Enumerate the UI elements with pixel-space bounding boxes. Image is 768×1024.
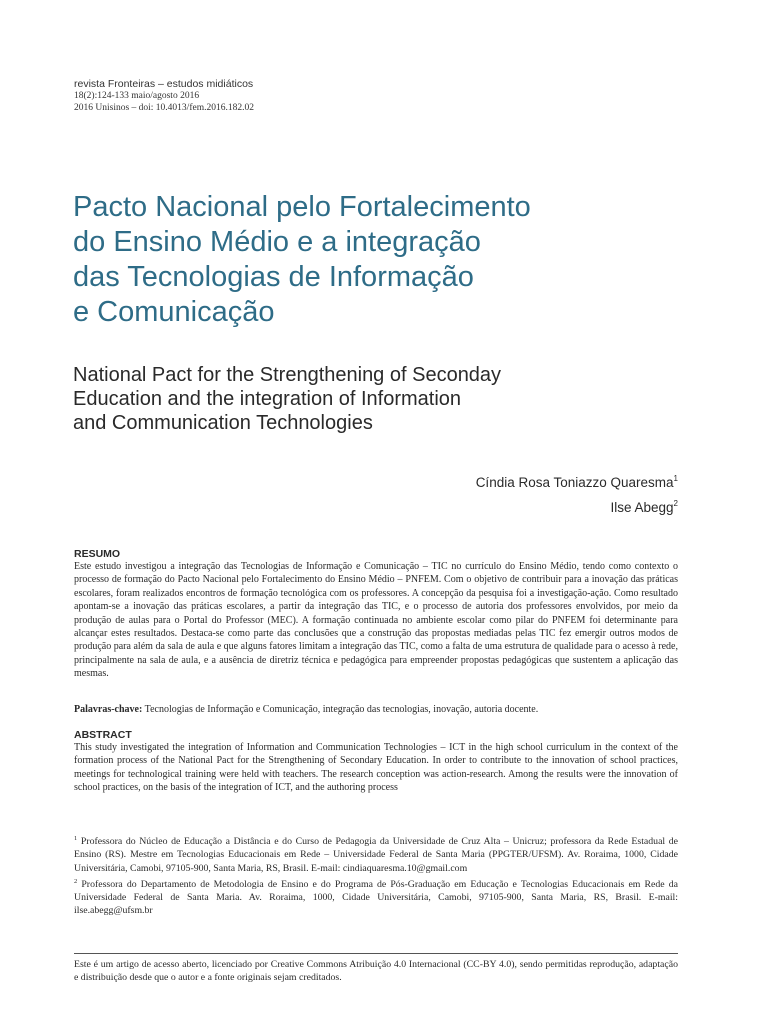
issue-info: 18(2):124-133 maio/agosto 2016 (74, 91, 200, 101)
title-pt-line-1: Pacto Nacional pelo Fortalecimento (73, 191, 531, 223)
author-name: Cíndia Rosa Toniazzo Quaresma (475, 475, 674, 490)
author-list (476, 468, 678, 518)
footnotes (74, 832, 678, 918)
license-text: Este é um artigo de acesso aberto, licenciado por Creative Commons Atribuição 4.0 Internacional (CC-BY 4.0), sendo permitidas reprodução, adaptação e distribuição desde que o autor e a fonte originais sejam creditados. (74, 959, 678, 984)
resumo-section (74, 548, 678, 681)
abstract-section (74, 729, 678, 795)
title-english (73, 363, 633, 435)
title-en-line-3: and Communication Technologies (73, 412, 373, 434)
footnote-text: Professora do Departamento de Metodologia de Ensino e do Programa de Pós-Graduação em Educação e Tecnologias Educacionais em Rede da Universidade Federal de Santa Maria. Av. Roraima, 1000, Cidade Universitária, Camobi, 97105-900, Santa Maria, RS, Brasil. E-mail: ilse.abegg@ufsm.br (74, 878, 678, 917)
abstract-text: This study investigated the integration of Information and Communication Technologies – ICT in the high school curriculum in the context of the formation process of the National Pact for the Strengthening of Secondary Education. In order to contribute to the innovation of school practices, meetings for technological training were held with teachers. The research conception was action-research. Among the results were the innovation of school practices, on the basis of the integration of ICT, and the authoring process (74, 742, 678, 794)
doi-info: 2016 Unisinos – doi: 10.4013/fem.2016.182.02 (74, 103, 254, 113)
footnote-2 (74, 875, 678, 918)
footnote-text: Professora do Núcleo de Educação a Distância e do Curso de Pedagogia da Universidade de Cruz Alta – Unicruz; professora da Rede Estadual de Ensino (RS). Mestre em Tecnologias Educacionais em Rede – Universidade Federal de Santa Maria (PPGTER/UFSM). Av. Roraima, 1000, Cidade Universitária, Camobi, 97105-900, Santa Maria, RS, Brasil. E-mail: cindiaquaresma.10@gmail.com (74, 836, 678, 874)
license-divider (74, 953, 678, 954)
keywords-section (74, 703, 678, 716)
title-portuguese (73, 190, 633, 330)
author-footnote-mark[interactable]: 2 (673, 499, 678, 508)
resumo-heading: RESUMO (74, 548, 121, 560)
author-2 (476, 493, 678, 518)
author-name: Ilse Abegg (610, 500, 674, 515)
footnote-1 (74, 832, 678, 875)
keywords-text: Tecnologias de Informação e Comunicação, integração das tecnologias, inovação, autoria docente. (144, 704, 539, 715)
title-pt-line-2: do Ensino Médio e a integração (73, 226, 481, 258)
author-footnote-mark[interactable]: 1 (673, 474, 678, 483)
title-en-line-2: Education and the integration of Information (73, 388, 462, 410)
journal-header (74, 78, 254, 114)
abstract-heading: ABSTRACT (74, 729, 132, 741)
title-pt-line-4: e Comunicação (73, 296, 275, 328)
title-en-line-1: National Pact for the Strengthening of Seconday (73, 364, 502, 386)
footnote-mark: 1 (74, 835, 78, 842)
author-1 (476, 468, 678, 493)
keywords-label: Palavras-chave: (74, 704, 143, 715)
journal-name: revista Fronteiras – estudos midiáticos (74, 78, 254, 90)
title-pt-line-3: das Tecnologias de Informação (73, 261, 474, 293)
license-section (74, 958, 678, 985)
resumo-text: Este estudo investigou a integração das Tecnologias de Informação e Comunicação – TIC no currículo do Ensino Médio, tendo como contexto o processo de formação do Pacto Nacional pelo Fortalecimento do Ensino Médio – PNFEM. Com o objetivo de contribuir para a inovação das práticas escolares, foram realizados encontros de formação tecnológica com os professores. A concepção da pesquisa foi a investigação-ação. Como resultado apontam-se a inovação das práticas escolares, a partir da integração das TIC, e o processo de autoria dos professores envolvidos, por meio da produção de aulas para o Portal do Professor (MEC). A formação continuada no ambiente escolar como pilar do PNFEM foi determinante para alcançar estes resultados. Destaca-se como parte das conclusões que a construção das propostas mediadas pelas TIC fez emergir outros modos de produção para além da sala de aula e que alguns fatores limitam a integração das TIC, como a falta de uma estrutura de qualidade para o acesso à rede, principalmente na sala de aula, e a ausência de diretriz técnica e pedagógica para empreender propostas pedagógicas que sustentem a aplicação das mesmas. (74, 561, 678, 680)
footnote-mark: 2 (74, 877, 78, 885)
